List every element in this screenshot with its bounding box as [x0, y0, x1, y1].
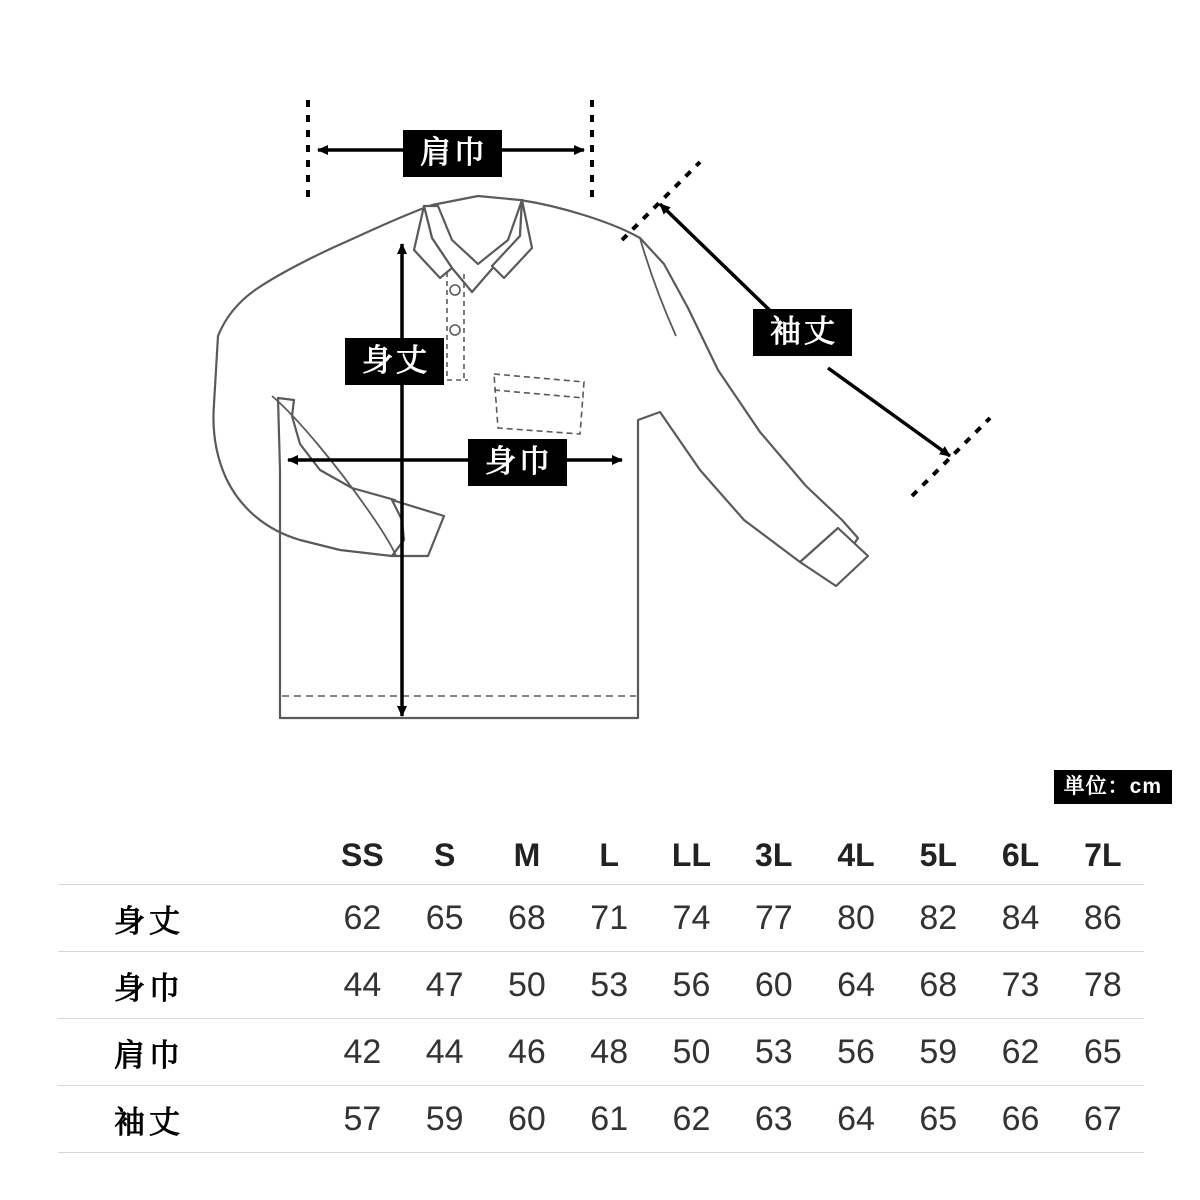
cell-body-width-ss: 44 — [343, 965, 382, 1004]
cell-shoulder-width-l: 48 — [590, 1032, 629, 1071]
unit-badge: 単位：cm — [1054, 770, 1172, 804]
table-row — [58, 1019, 1144, 1086]
cell-shoulder-width-m: 46 — [508, 1032, 546, 1071]
cell-body-width-5l: 68 — [919, 965, 958, 1004]
row-label-shoulder-width: 肩巾 — [114, 1037, 184, 1073]
size-header-ss: SS — [341, 836, 384, 873]
cell-body-width-3l: 60 — [754, 965, 793, 1004]
row-label-sleeve-length: 袖丈 — [114, 1104, 184, 1140]
label-body-width: 身巾 — [468, 439, 567, 486]
label-body-length: 身丈 — [345, 338, 444, 385]
cell-sleeve-length-6l: 66 — [1001, 1099, 1040, 1138]
row-label-body-length: 身丈 — [114, 903, 184, 939]
table-row — [58, 952, 1144, 1019]
size-header-5l: 5L — [919, 836, 957, 873]
cell-sleeve-length-7l: 67 — [1083, 1099, 1122, 1138]
cell-sleeve-length-ss: 57 — [343, 1099, 382, 1138]
size-header-4l: 4L — [837, 836, 875, 873]
label-shoulder-width: 肩巾 — [403, 130, 502, 177]
cell-body-length-ss: 62 — [343, 898, 382, 937]
cell-sleeve-length-4l: 64 — [837, 1099, 875, 1138]
table-header — [58, 826, 1144, 885]
cell-body-width-ll: 56 — [672, 965, 711, 1004]
size-table — [58, 826, 1144, 1153]
cell-body-length-s: 65 — [425, 898, 464, 937]
cell-body-length-ll: 74 — [672, 898, 711, 937]
cell-shoulder-width-5l: 59 — [919, 1032, 958, 1071]
cell-body-length-3l: 77 — [754, 898, 793, 937]
cell-sleeve-length-l: 61 — [590, 1099, 629, 1138]
size-header-l: L — [599, 836, 619, 873]
table-row — [58, 1086, 1144, 1153]
size-header-3l: 3L — [755, 836, 793, 873]
cell-body-length-5l: 82 — [919, 898, 958, 937]
table-corner-cell — [58, 826, 321, 885]
cell-shoulder-width-s: 44 — [425, 1032, 464, 1071]
cell-body-width-m: 50 — [508, 965, 546, 1004]
cell-body-length-l: 71 — [590, 898, 629, 937]
cell-body-width-7l: 78 — [1083, 965, 1122, 1004]
size-header-ll: LL — [671, 836, 711, 873]
cell-body-length-6l: 84 — [1001, 898, 1040, 937]
size-header-7l: 7L — [1084, 836, 1122, 873]
cell-sleeve-length-5l: 65 — [919, 1099, 958, 1138]
cell-sleeve-length-s: 59 — [425, 1099, 464, 1138]
label-sleeve-length: 袖丈 — [753, 309, 852, 356]
size-header-6l: 6L — [1001, 836, 1040, 873]
size-header-m: M — [513, 836, 541, 873]
cell-body-length-7l: 86 — [1083, 898, 1122, 937]
cell-body-width-l: 53 — [590, 965, 629, 1004]
cell-sleeve-length-3l: 63 — [754, 1099, 793, 1138]
cell-body-width-4l: 64 — [837, 965, 875, 1004]
table-row — [58, 885, 1144, 952]
cell-shoulder-width-6l: 62 — [1001, 1032, 1040, 1071]
cell-shoulder-width-3l: 53 — [754, 1032, 793, 1071]
cell-shoulder-width-4l: 56 — [837, 1032, 875, 1071]
cell-shoulder-width-ss: 42 — [343, 1032, 382, 1071]
cell-shoulder-width-ll: 50 — [672, 1032, 711, 1071]
size-header-s: S — [433, 836, 456, 873]
cell-body-width-s: 47 — [425, 965, 464, 1004]
cell-sleeve-length-m: 60 — [508, 1099, 546, 1138]
cell-body-width-6l: 73 — [1001, 965, 1040, 1004]
row-label-body-width: 身巾 — [114, 970, 184, 1006]
cell-body-length-4l: 80 — [837, 898, 875, 937]
cell-sleeve-length-ll: 62 — [672, 1099, 711, 1138]
table-header-row — [58, 826, 1144, 885]
cell-shoulder-width-7l: 65 — [1083, 1032, 1122, 1071]
cell-body-length-m: 68 — [508, 898, 546, 937]
